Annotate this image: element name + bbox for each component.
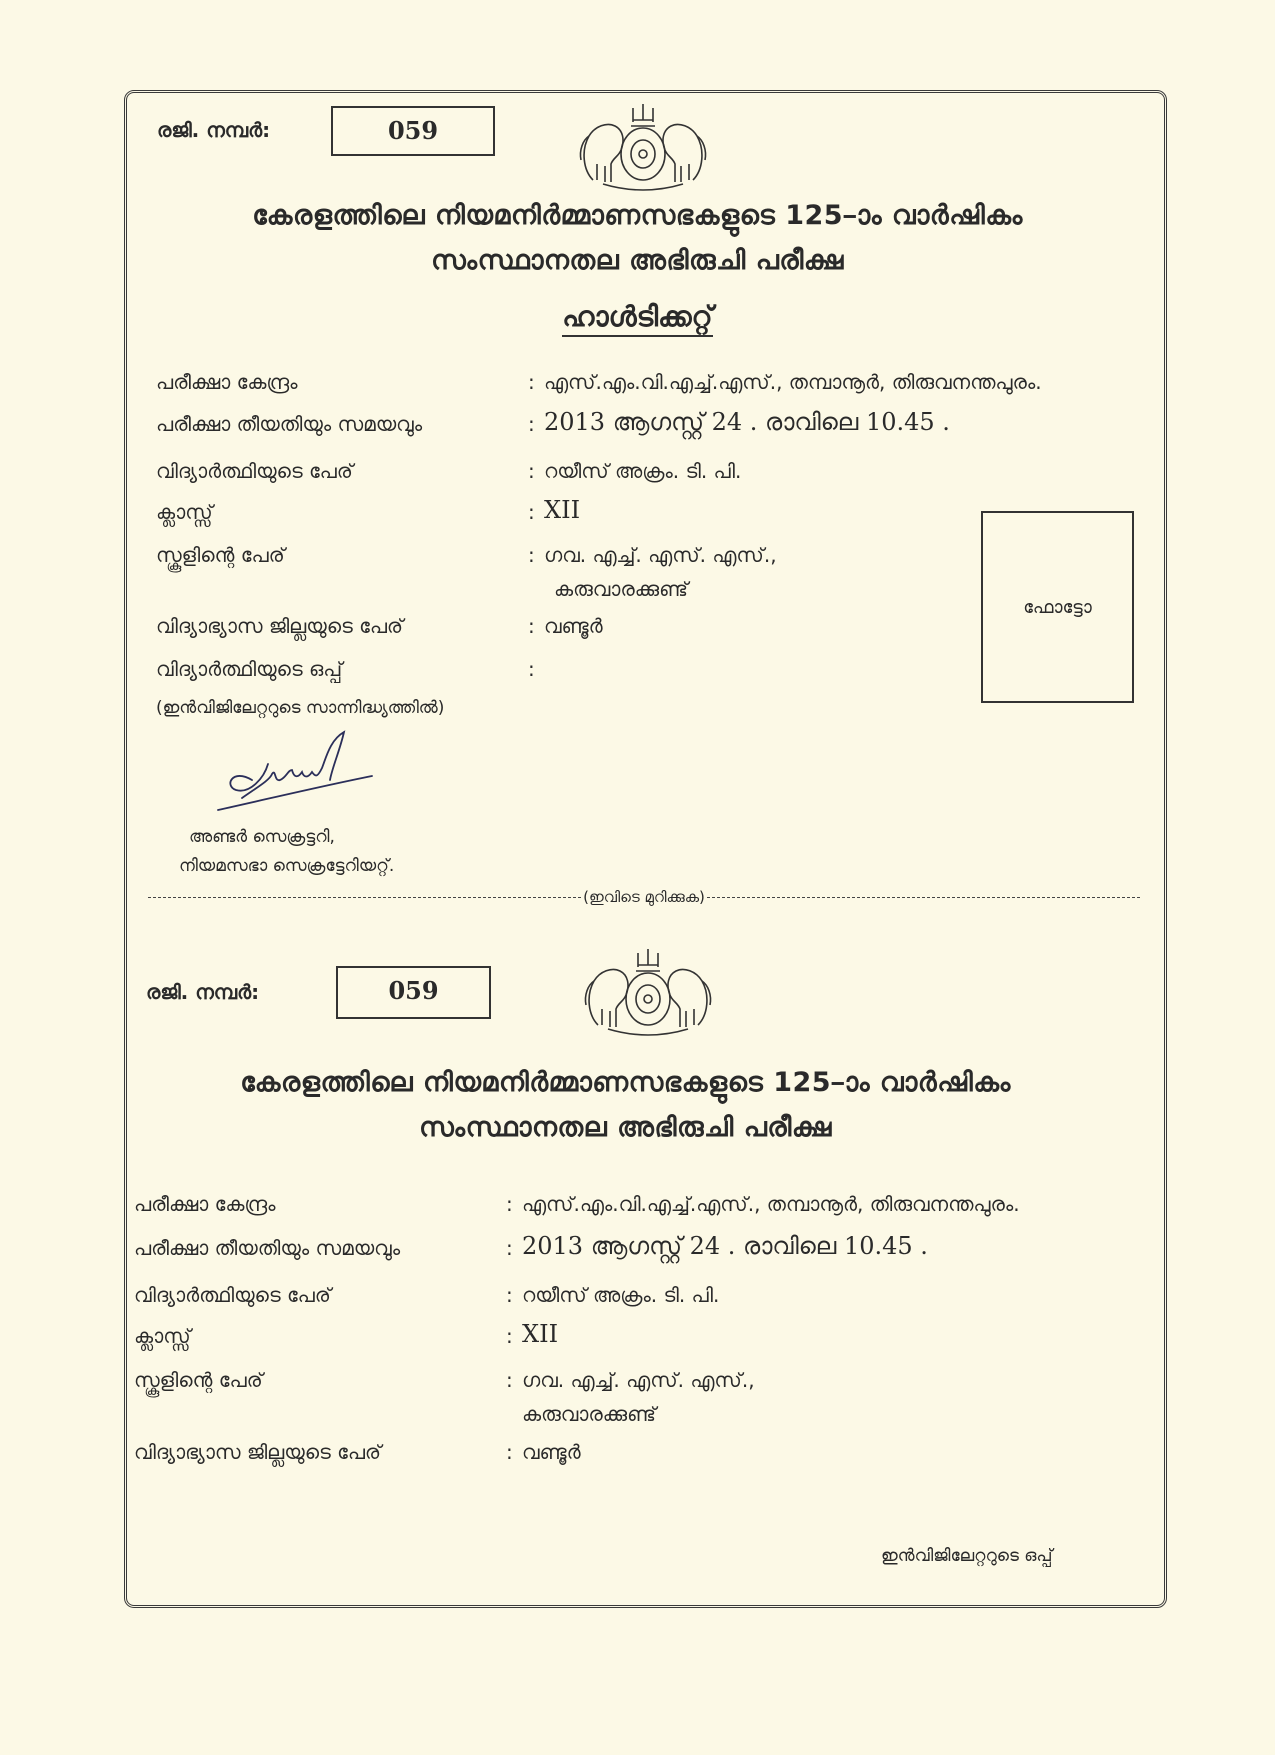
field-value-line-2: കരുവാരക്കുണ്ട് bbox=[522, 1402, 656, 1426]
field-colon: : bbox=[528, 370, 535, 394]
field-value: എസ്.എം.വി.എച്ച്.എസ്., തമ്പാനൂർ, തിരുവനന്തപുരം. bbox=[522, 1192, 1020, 1216]
photo-label: ഫോട്ടോ bbox=[1023, 596, 1092, 618]
field-label: പരീക്ഷാ കേന്ദ്രം bbox=[156, 370, 298, 394]
field-colon: : bbox=[506, 1236, 513, 1260]
signatory-office: നിയമസഭാ സെക്രട്ടേറിയറ്റ്. bbox=[179, 856, 395, 876]
reg-number-box: 059 bbox=[331, 106, 495, 156]
field-value: XII bbox=[544, 496, 581, 524]
cut-here-line bbox=[148, 888, 1140, 906]
field-value: 2013 ആഗസ്റ്റ് 24 . രാവിലെ 10.45 . bbox=[522, 1232, 928, 1260]
student-signature-note: (ഇൻവിജിലേറ്ററുടെ സാന്നിദ്ധ്യത്തിൽ) bbox=[156, 698, 445, 718]
field-value: ഗവ. എച്ച്. എസ്. എസ്., bbox=[544, 543, 777, 567]
field-value: എസ്.എം.വി.എച്ച്.എസ്., തമ്പാനൂർ, തിരുവനന്തപുരം. bbox=[544, 370, 1042, 394]
field-label: ക്ലാസ്സ് bbox=[134, 1324, 191, 1348]
field-label: സ്കൂളിന്റെ പേര് bbox=[134, 1368, 263, 1392]
field-colon: : bbox=[528, 459, 535, 483]
kerala-emblem-icon bbox=[578, 942, 718, 1040]
field-colon: : bbox=[506, 1324, 513, 1348]
field-colon: : bbox=[528, 543, 535, 567]
reg-number-label-2: രജി. നമ്പർ: bbox=[146, 980, 260, 1004]
field-colon: : bbox=[506, 1368, 513, 1392]
field-label: സ്കൂളിന്റെ പേര് bbox=[156, 543, 285, 567]
signature-icon bbox=[212, 728, 382, 818]
field-value: റയീസ് അക്രം. ടി. പി. bbox=[544, 459, 742, 483]
field-colon: : bbox=[506, 1192, 513, 1216]
field-colon: : bbox=[528, 500, 535, 524]
invigilator-signature-label: ഇൻവിജിലേറ്ററുടെ ഒപ്പ് bbox=[881, 1546, 1053, 1566]
title-line-2-copy: സംസ്ഥാനതല അഭിരുചി പരീക്ഷ bbox=[419, 1112, 832, 1143]
field-label: പരീക്ഷാ തീയതിയും സമയവും bbox=[134, 1236, 401, 1260]
field-label: വിദ്യാർത്ഥിയുടെ ഒപ്പ് bbox=[156, 657, 343, 681]
field-value: റയീസ് അക്രം. ടി. പി. bbox=[522, 1283, 720, 1307]
field-colon: : bbox=[528, 614, 535, 638]
field-colon: : bbox=[506, 1440, 513, 1464]
field-colon: : bbox=[528, 657, 535, 681]
field-value: വണ്ടൂർ bbox=[522, 1440, 581, 1464]
field-label: വിദ്യാഭ്യാസ ജില്ലയുടെ പേര് bbox=[134, 1440, 382, 1464]
field-label: ക്ലാസ്സ് bbox=[156, 500, 213, 524]
field-value-line-2: കരുവാരക്കുണ്ട് bbox=[554, 577, 688, 601]
field-value: XII bbox=[522, 1320, 559, 1348]
field-label: പരീക്ഷാ കേന്ദ്രം bbox=[134, 1192, 276, 1216]
reg-number-label: രജി. നമ്പർ: bbox=[157, 118, 271, 142]
field-colon: : bbox=[528, 412, 535, 436]
kerala-emblem-icon bbox=[573, 100, 713, 192]
field-label: വിദ്യാർത്ഥിയുടെ പേര് bbox=[134, 1283, 331, 1307]
title-line-2: സംസ്ഥാനതല അഭിരുചി പരീക്ഷ bbox=[431, 245, 844, 276]
cut-here-text: (ഇവിടെ മുറിക്കുക) bbox=[583, 888, 705, 906]
hall-ticket-text: ഹാൾടിക്കറ്റ് bbox=[562, 300, 712, 337]
signatory-designation: അണ്ടർ സെക്രട്ടറി, bbox=[189, 827, 335, 847]
field-label: പരീക്ഷാ തീയതിയും സമയവും bbox=[156, 412, 423, 436]
field-value: ഗവ. എച്ച്. എസ്. എസ്., bbox=[522, 1368, 755, 1392]
field-label: വിദ്യാഭ്യാസ ജില്ലയുടെ പേര് bbox=[156, 614, 404, 638]
field-value: 2013 ആഗസ്റ്റ് 24 . രാവിലെ 10.45 . bbox=[544, 408, 950, 436]
field-value: വണ്ടൂർ bbox=[544, 614, 603, 638]
reg-number-box-2: 059 bbox=[336, 966, 491, 1019]
title-line-1-copy: കേരളത്തിലെ നിയമനിർമ്മാണസഭകളുടെ 125–ാം വാർഷികം bbox=[240, 1067, 1011, 1098]
field-colon: : bbox=[506, 1283, 513, 1307]
hall-ticket-heading bbox=[0, 300, 1275, 334]
title-line-1: കേരളത്തിലെ നിയമനിർമ്മാണസഭകളുടെ 125–ാം വാർഷികം bbox=[252, 200, 1023, 231]
field-label: വിദ്യാർത്ഥിയുടെ പേര് bbox=[156, 459, 353, 483]
photo-box bbox=[981, 511, 1134, 703]
